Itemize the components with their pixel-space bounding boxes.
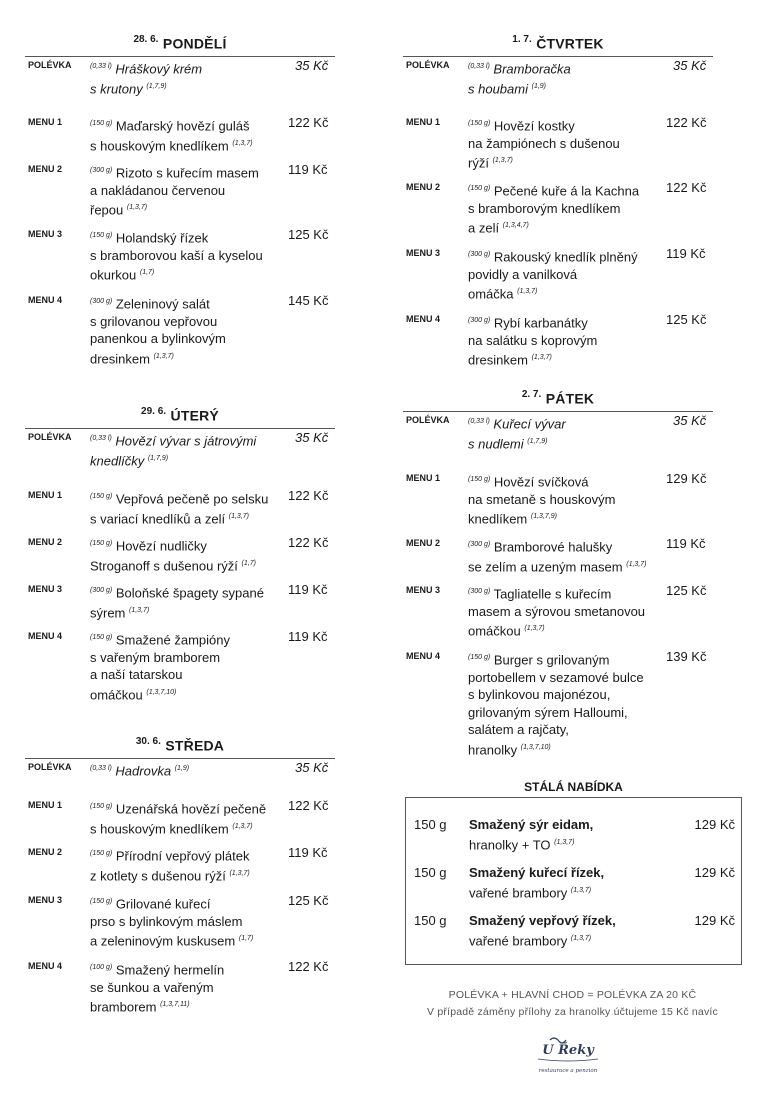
allergens: (1,3,7) [492,157,513,165]
allergens: (1,9) [174,765,190,772]
menu-line: Hovězí kostky [493,118,575,134]
menu-line: s houskovým knedlíkem [90,138,229,154]
menu-text [468,536,658,576]
day-wednesday [25,736,335,1015]
soup-line: s nudlemi [468,436,524,452]
day-header [403,389,713,411]
day-tuesday [25,406,335,703]
price: 119 Kč [288,845,328,860]
allergens: (1,7,9) [147,454,169,462]
weight: (150 g) [90,540,113,547]
price: 35 Kč [295,58,329,73]
menu-text [468,583,658,640]
weight: (300 g) [468,541,491,548]
allergens: (1,9) [531,82,547,90]
menu-text [90,535,285,575]
menu-line: Maďarský hovězí guláš [115,118,250,134]
allergens: (1,3,7) [517,288,538,296]
menu-line: povidly a vanilková [468,266,578,282]
price: 129 Kč [694,865,735,880]
soup-label: POLÉVKA [28,762,72,772]
allergens: (1,3,7) [232,822,253,830]
menu-label: MENU 3 [28,895,63,905]
menu-text [468,180,658,237]
menu-line: omáčkou [90,687,143,703]
menu-line: na žampiónech s dušenou [468,135,620,151]
allergens: (1,3,7) [626,560,647,568]
menu-line: hranolky [468,742,518,758]
menu-line: s grilovanou vepřovou [90,313,218,329]
menu-line: řepou [90,202,124,218]
menu-line: sýrem [90,605,126,621]
allergens: (1,3,7) [129,606,150,614]
soup-label: POLÉVKA [28,60,72,70]
menu-line: a nakládanou červenou [90,182,226,198]
price: 35 Kč [295,760,329,775]
menu-text [468,649,658,759]
restaurant-logo [528,1032,608,1078]
menu-line: Uzenářská hovězí pečeně [115,801,267,817]
menu-line: Rizoto s kuřecím masem [115,165,259,181]
price: 122 Kč [666,180,707,195]
day-name: PÁTEK [545,390,595,407]
price: 145 Kč [288,293,329,308]
menu-line: knedlíkem [468,511,528,527]
menu-line: na smetaně s houskovým [468,491,616,507]
menu-label: MENU 1 [406,473,441,483]
day-name: ÚTERÝ [170,407,219,424]
price: 119 Kč [288,162,328,177]
soup-line: Hadrovka [115,763,172,779]
menu-line: salátem a rajčaty, [468,722,569,738]
menu-text [90,115,270,155]
price: 129 Kč [666,471,707,486]
menu-line: s vařeným bramborem [90,649,221,665]
weight: (150 g) [90,634,113,641]
weight: (0,33 l) [90,63,112,70]
price: 119 Kč [288,629,328,644]
menu-line: Zeleninový salát [115,296,210,312]
item-title: Smažený kuřecí řízek, [469,865,605,880]
allergens: (1,7,9) [146,82,167,90]
price: 122 Kč [288,798,329,813]
weight: 150 g [414,913,447,928]
item-side: vařené brambory [469,884,568,900]
menu-line: se zelím a uzeným masem [468,559,623,575]
divider [25,56,335,57]
menu-line: omáčkou [468,623,521,639]
menu-line: Hovězí svíčková [493,474,589,490]
menu-line: Grilované kuřecí [115,896,211,912]
menu-text [90,162,270,219]
price: 125 Kč [288,227,329,242]
menu-label: MENU 4 [406,314,441,324]
weight: (0,33 l) [468,418,490,425]
day-header [25,406,335,428]
price: 119 Kč [666,246,706,261]
allergens: (1,3,7) [126,204,148,212]
menu-line: rýží [468,155,489,171]
day-name: PONDĚLÍ [162,35,227,52]
allergens: (1,3,7) [554,838,575,846]
weight: (0,33 l) [90,435,112,442]
day-name: ČTVRTEK [536,35,604,52]
price: 119 Kč [666,536,706,551]
logo-subtitle: restaurace a penzion [538,1068,598,1074]
soup-line: s houbami [468,81,528,97]
day-date: 29. 6. [141,406,167,417]
menu-text [90,629,270,704]
soup-label: POLÉVKA [406,415,450,425]
price: 125 Kč [288,893,329,908]
menu-line: z kotlety s dušenou rýží [90,868,226,884]
menu-line: prso s bylinkovým máslem [90,913,243,929]
weight: (300 g) [90,167,113,174]
price: 35 Kč [673,413,707,428]
menu-line: Smažené žampióny [115,632,230,648]
menu-line: omáčka [468,286,514,302]
soup-text [468,58,648,98]
item-title: Smažený vepřový řízek, [469,913,616,928]
allergens: (1,7) [241,559,256,567]
weight: (300 g) [468,251,491,258]
menu-line: Burger s grilovaným [493,652,610,668]
allergens: (1,3,7) [228,512,249,520]
soup-text [90,58,270,98]
weight: (150 g) [468,654,491,661]
weight: (0,33 l) [468,63,490,70]
weight: (0,33 l) [90,765,112,772]
menu-line: Smažený hermelín [115,962,225,978]
menu-line: na salátku s koprovým [468,332,598,348]
allergens: (1,3,7) [531,354,552,362]
soup-line: Kuřecí vývar [493,416,566,432]
item-title: Smažený sýr eidam, [469,817,594,832]
logo-underline [538,1059,598,1061]
soup-line: knedlíčky [90,453,145,469]
price: 35 Kč [673,58,707,73]
allergens: (1,3,7) [232,139,253,147]
menu-line: Přírodní vepřový plátek [115,848,250,864]
weight: (150 g) [90,232,113,239]
menu-label: MENU 2 [406,182,441,192]
price: 122 Kč [288,488,329,503]
day-date: 2. 7. [521,389,542,400]
menu-line: a naší tatarskou [90,667,183,683]
menu-label: MENU 1 [28,117,63,127]
divider [25,758,335,759]
menu-line: panenkou a bylinkovým [90,331,226,347]
weight: (150 g) [90,898,113,905]
menu-line: Holandský řízek [115,230,209,246]
allergens: (1,3,7,10) [146,688,177,696]
menu-label: MENU 4 [28,295,63,305]
weight: (300 g) [90,298,113,305]
weight: (150 g) [468,476,491,483]
price: 129 Kč [694,817,735,832]
allergens: (1,3,7,11) [160,1001,190,1009]
soup-text [468,413,648,453]
menu-text [90,293,270,368]
weight: (300 g) [468,317,491,324]
weight: (150 g) [90,120,113,127]
soup-line: Hovězí vývar s játrovými [115,433,257,449]
item-name [469,864,669,901]
allergens: (1,7) [238,935,254,943]
menu-line: Rybí karbanátky [493,315,588,331]
menu-label: MENU 1 [406,117,441,127]
day-header [25,34,335,56]
allergens: (1,3,7) [153,352,174,360]
weight: (150 g) [90,493,113,500]
menu-line: dresinkem [90,351,150,367]
weight: (150 g) [468,185,491,192]
allergens: (1,3,7,10) [520,743,551,751]
menu-line: Rakouský knedlík plněný [493,249,638,265]
item-name [469,912,669,949]
menu-label: MENU 1 [28,490,63,500]
divider [403,56,713,57]
soup-label: POLÉVKA [28,432,72,442]
weight: 150 g [414,817,447,832]
day-header [25,736,335,758]
menu-text [468,246,658,303]
allergens: (1,7) [139,269,155,277]
menu-line: Hovězí nudličky [115,538,207,554]
menu-label: MENU 1 [28,800,63,810]
menu-label: MENU 3 [28,584,63,594]
menu-line: dresinkem [468,352,528,368]
menu-line: portobellem v sezamové bulce [468,669,644,685]
price: 122 Kč [288,535,329,550]
allergens: (1,3,7) [570,886,592,894]
price: 122 Kč [288,959,329,974]
price: 125 Kč [666,312,707,327]
price: 119 Kč [288,582,328,597]
standing-offer-box [405,797,742,965]
menu-line: Boloňské špagety sypané [115,585,264,601]
soup-line: Bramboračka [493,61,571,77]
weight: 150 g [414,865,447,880]
price: 122 Kč [666,115,707,130]
menu-line: grilovaným sýrem Halloumi, [468,704,628,720]
note-soup-combo: POLÉVKA + HLAVNÍ CHOD = POLÉVKA ZA 20 KČ [448,989,697,1001]
menu-line: Vepřová pečeně po selsku [115,491,269,507]
menu-text [90,893,285,950]
menu-text [90,798,285,838]
day-monday [25,34,335,367]
weight: (100 g) [90,964,113,971]
day-date: 28. 6. [133,34,159,45]
day-header [403,34,713,56]
menu-label: MENU 4 [28,961,63,971]
allergens: (1,3,7) [229,869,250,877]
menu-label: MENU 3 [28,229,63,239]
logo-text: U Řeky [542,1043,594,1058]
price: 122 Kč [288,115,329,130]
menu-label: MENU 2 [28,164,63,174]
allergens: (1,7,9) [527,437,548,445]
item-name [469,816,669,853]
menu-line: Bramborové halušky [493,539,613,555]
menu-label: MENU 4 [406,651,441,661]
menu-line: a zeleninovým kuskusem [90,933,236,949]
menu-text [90,959,270,1016]
menu-line: s variací knedlíků a zelí [90,511,226,527]
menu-text [90,488,285,528]
day-name: STŘEDA [165,737,225,754]
day-date: 1. 7. [512,34,532,45]
note-fries-surcharge: V případě záměny přílohy za hranolky účtujeme 15 Kč navíc [427,1006,718,1018]
divider [403,411,713,412]
menu-line: bramborem [90,999,157,1015]
menu-text [90,582,285,622]
menu-label: MENU 2 [406,538,441,548]
menu-text [90,845,285,885]
menu-text [90,227,270,284]
standing-offer-title: STÁLÁ NABÍDKA [524,780,623,794]
allergens: (1,3,7) [570,934,592,942]
price: 125 Kč [666,583,707,598]
menu-label: MENU 3 [406,248,441,258]
menu-line: okurkou [90,267,137,283]
weight: (150 g) [90,803,113,810]
menu-line: Pečené kuře á la Kachna [493,183,640,199]
menu-line: se šunkou a vařeným [90,979,214,995]
weight: (300 g) [468,588,491,595]
divider [25,428,335,429]
soup-text [90,430,280,470]
menu-line: masem a sýrovou smetanovou [468,603,646,619]
menu-label: MENU 2 [28,847,63,857]
menu-text [468,471,658,528]
menu-line: Tagliatelle s kuřecím [493,586,612,602]
soup-line: Hráškový krém [115,61,203,77]
menu-text [468,115,658,172]
menu-line: s bramborovou kaší a kyselou [90,247,263,263]
allergens: (1,3,4,7) [502,222,529,230]
menu-line: s houskovým knedlíkem [90,821,229,837]
menu-line: Stroganoff s dušenou rýží [90,558,238,574]
item-side: vařené brambory [469,932,568,948]
soup-line: s krutony [90,81,143,97]
soup-text [90,760,270,780]
weight: (150 g) [468,120,491,127]
day-friday [403,389,713,758]
menu-label: MENU 2 [28,537,63,547]
price: 139 Kč [666,649,707,664]
price: 129 Kč [694,913,735,928]
item-side: hranolky + TO [469,836,551,852]
weight: (300 g) [90,587,113,594]
day-date: 30. 6. [135,736,161,747]
menu-label: MENU 4 [28,631,63,641]
menu-line: s bramborovým knedlíkem [468,200,621,216]
day-thursday [403,34,713,368]
weight: (150 g) [90,850,113,857]
allergens: (1,3,7,9) [530,513,557,521]
menu-text [468,312,658,369]
soup-label: POLÉVKA [406,60,450,70]
allergens: (1,3,7) [524,625,545,633]
menu-line: a zelí [468,220,500,236]
menu-line: s bylinkovou majonézou, [468,687,611,703]
price: 35 Kč [295,430,329,445]
menu-label: MENU 3 [406,585,441,595]
